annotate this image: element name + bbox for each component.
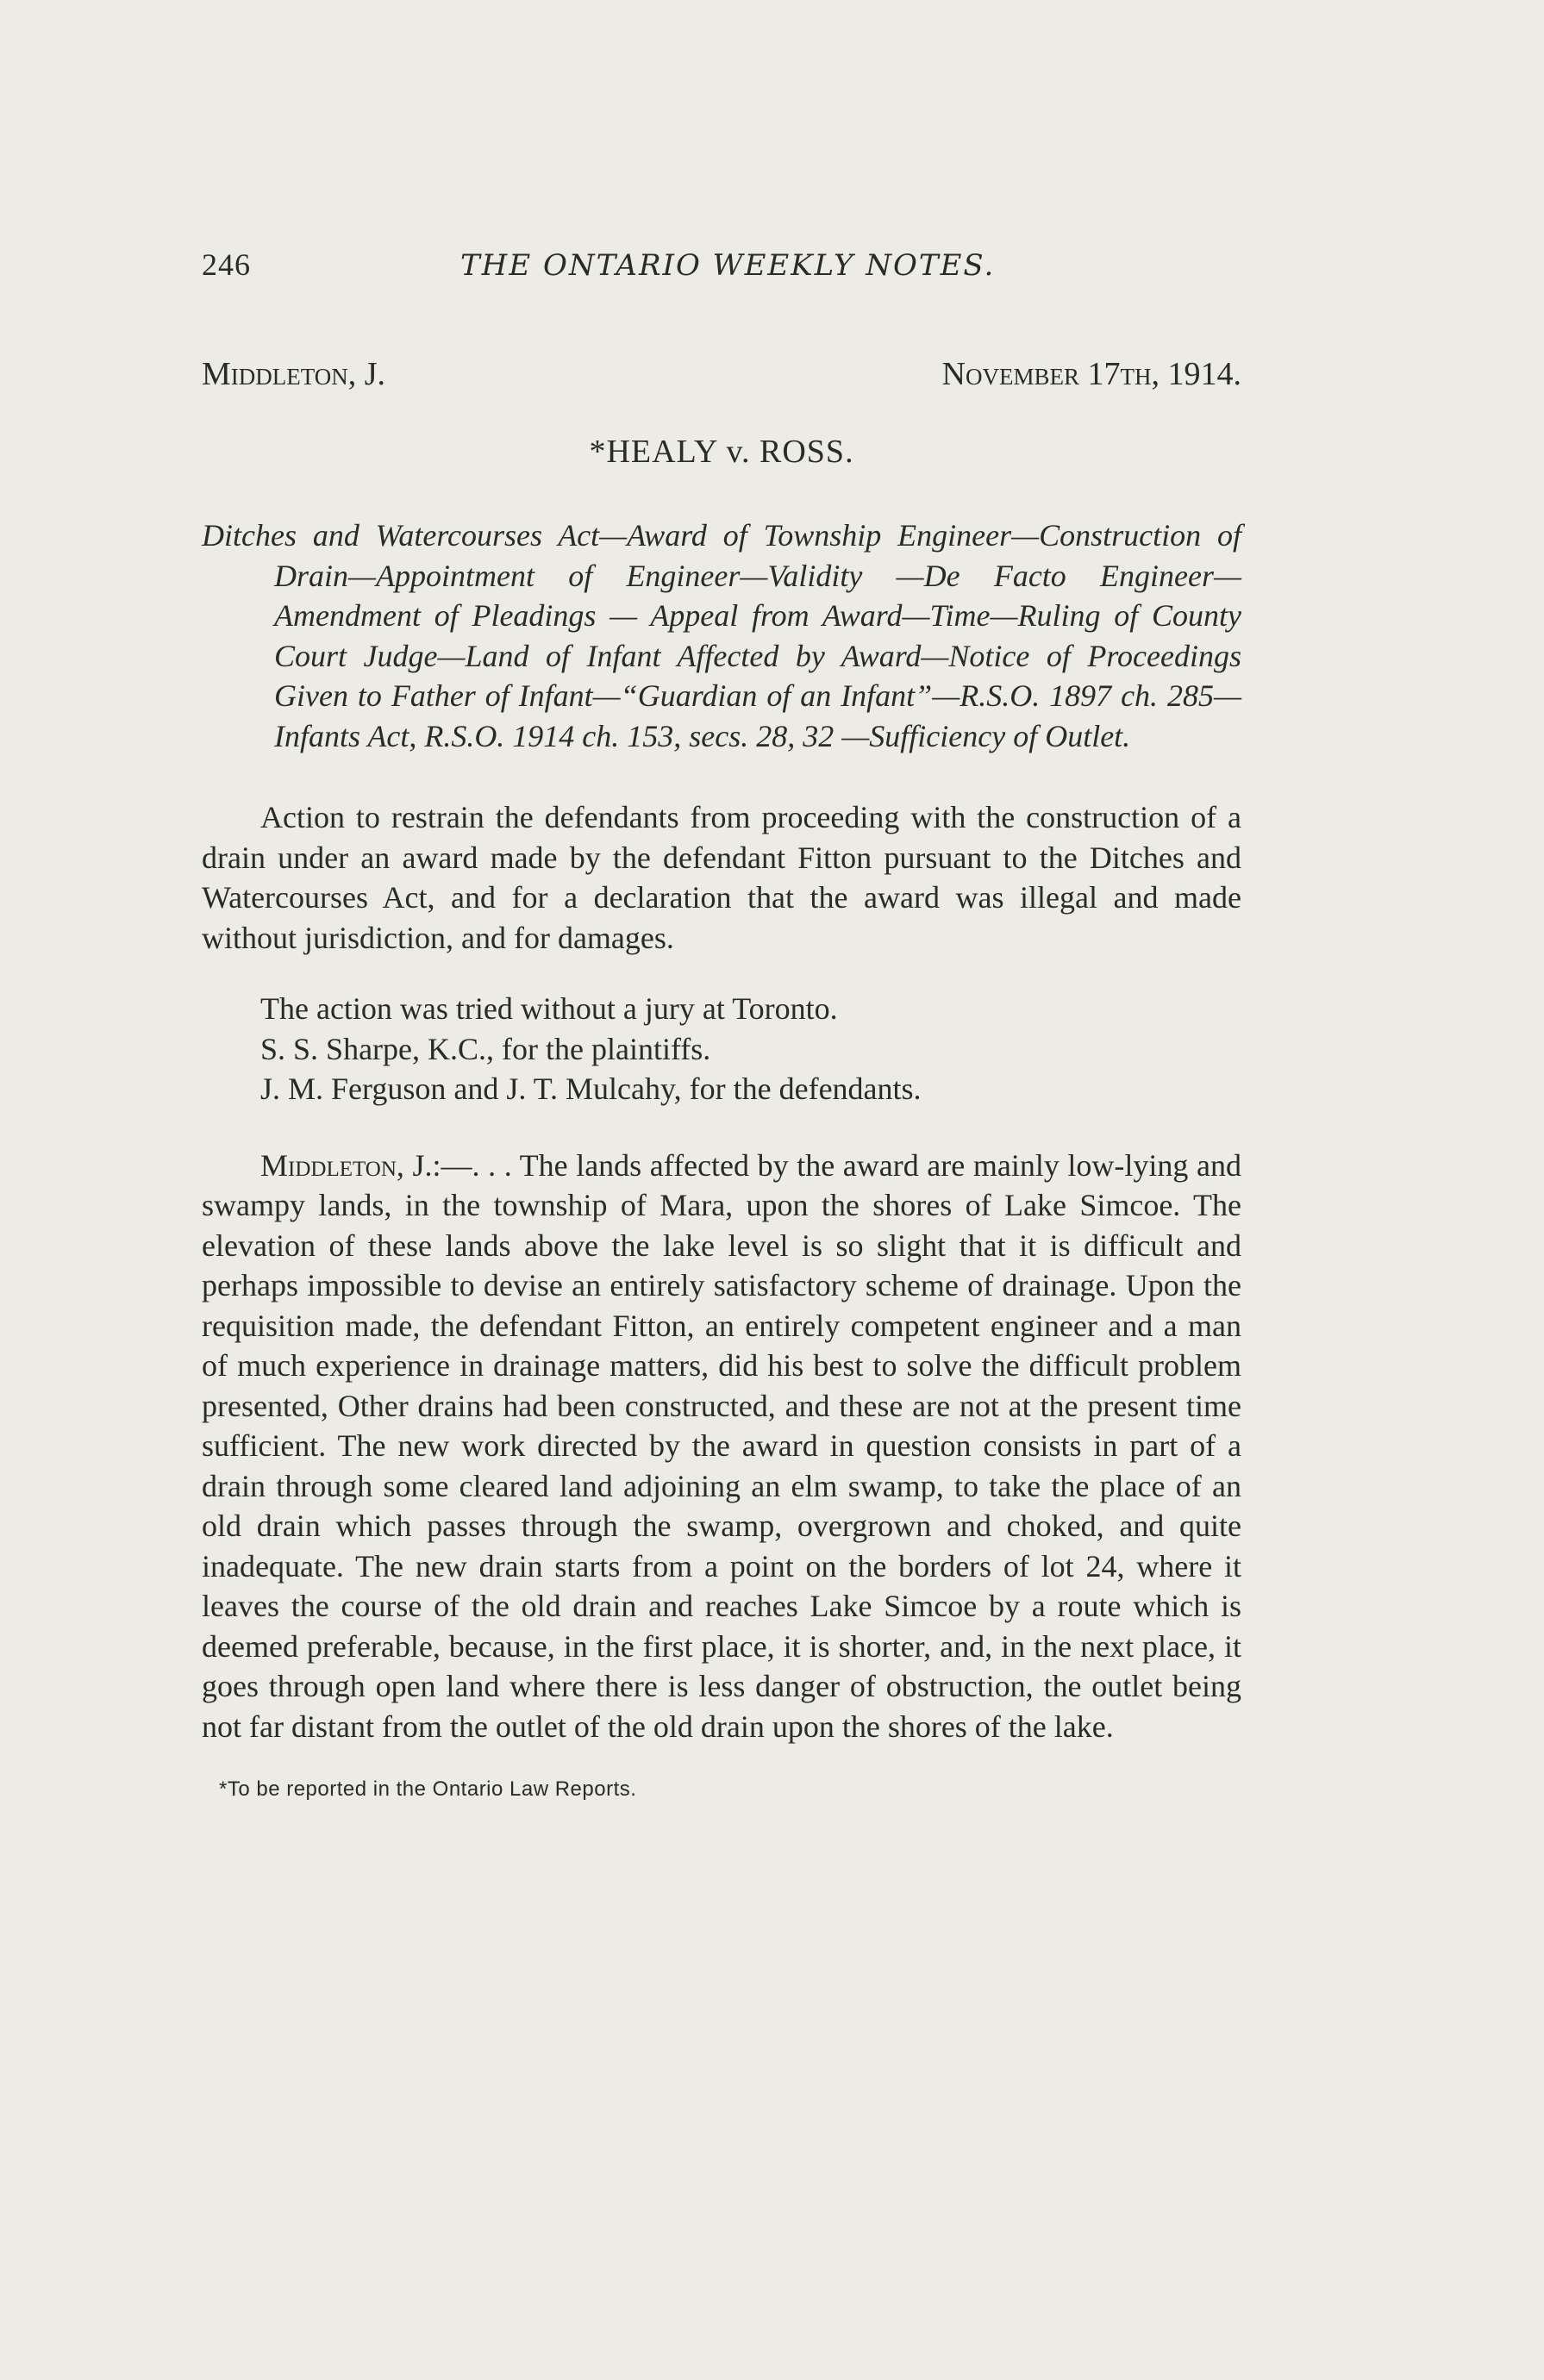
- case-title: *HEALY v. ROSS.: [589, 434, 854, 470]
- headnote: Ditches and Watercourses Act—Award of Township Engineer—Construction of Drain—Appointment of Engineer—Validity —De Facto Engineer—Amendment of Pleadings — Appeal from Award—Time—Ruling of County Court Judge—Land of Infant Affected by Award—Notice of Proceedings Given to Father of Infant—“Guardian of an Infant”—R.S.O. 1897 ch. 285—Infants Act, R.S.O. 1914 ch. 153, secs. 28, 32 —Sufficiency of Outlet.: [202, 518, 1241, 753]
- case-line: [202, 355, 1241, 393]
- page-number: 246: [202, 247, 251, 282]
- counsel-defendants: J. M. Ferguson and J. T. Mulcahy, for the defendants.: [260, 1071, 922, 1106]
- judge-name: Middleton, J.: [202, 356, 386, 392]
- judgment-date: November 17th, 1914.: [941, 356, 1241, 392]
- counsel-plaintiffs: S. S. Sharpe, K.C., for the plaintiffs.: [260, 1031, 711, 1066]
- judgment-paragraph: [202, 1146, 1241, 1747]
- journal-title: THE ONTARIO WEEKLY NOTES.: [460, 248, 996, 283]
- judgment-opening: :—. . .: [432, 1147, 520, 1183]
- trial-note: The action was tried without a jury at Toronto.: [260, 991, 838, 1026]
- footnote: *To be reported in the Ontario Law Reports.: [219, 1777, 637, 1801]
- page-content: [202, 247, 1241, 1802]
- action-paragraph: Action to restrain the defendants from proceeding with the construction of a drain under an award made by the defendant Fitton pursuant to the Ditches and Watercourses Act, and for a declaration that the award was illegal and made without jurisdiction, and for damages.: [202, 800, 1241, 955]
- judgment-text: The lands affected by the award are mainly low-lying and swampy lands, in the township of Mara, upon the shores of Lake Simcoe. The elevation of these lands above the lake level is so slight that it is difficult and perhaps impossible to devise an entirely satisfactory scheme of drainage. Upon the requisition made, the defendant Fitton, an entirely competent engineer and a man of much experience in drainage matters, did his best to solve the difficult problem presented, Other drains had been constructed, and these are not at the present time sufficient. The new work directed by the award in question consists in part of a drain through some cleared land adjoining an elm swamp, to take the place of an old drain which passes through the swamp, overgrown and choked, and quite inadequate. The new drain starts from a point on the borders of lot 24, where it leaves the course of the old drain and reaches Lake Simcoe by a route which is deemed preferable, because, in the first place, it is shorter, and, in the next place, it goes through open land where there is less danger of obstruction, the outlet being not far distant from the outlet of the old drain upon the shores of the lake.: [202, 1147, 1241, 1744]
- running-head: [202, 247, 1241, 290]
- judgment-speaker: Middleton, J.: [260, 1147, 433, 1183]
